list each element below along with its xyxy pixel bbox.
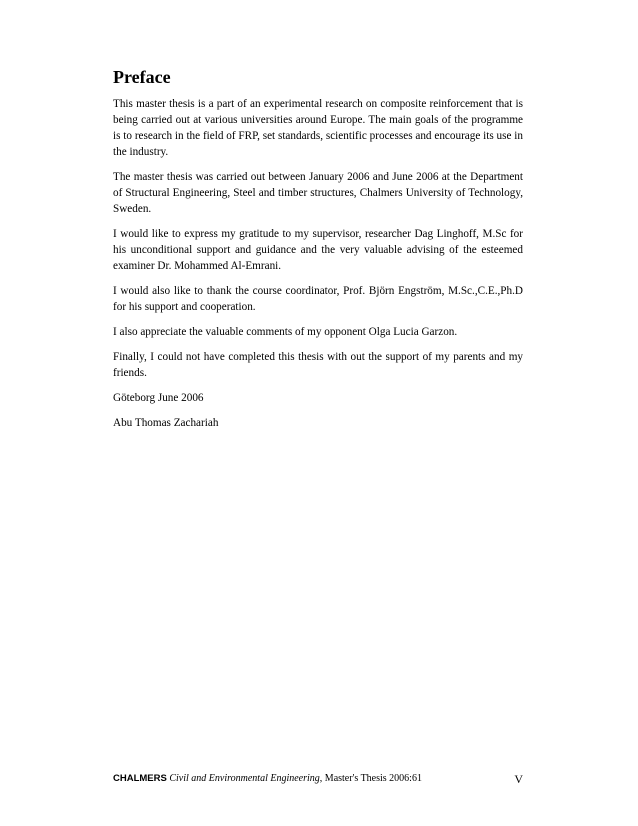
page-footer	[113, 771, 525, 787]
author-signature: Abu Thomas Zachariah	[113, 417, 219, 429]
paragraph-timeline: The master thesis was carried out between January 2006 and June 2006 at the Department of Structural Engineering, Steel and timber structures, Chalmers University of Technology, Sweden.	[113, 171, 523, 215]
footer-brand: CHALMERS	[113, 773, 167, 784]
paragraph-supervisor-thanks: I would like to express my gratitude to my supervisor, researcher Dag Linghoff, M.Sc for his unconditional support and guidance and the very valuable advising of the esteemed examiner Dr. Mohammed Al-Emrani.	[113, 228, 523, 272]
footer-department: Civil and Environmental Engineering	[169, 773, 320, 784]
paragraph-opponent-thanks: I also appreciate the valuable comments of my opponent Olga Lucia Garzon.	[113, 326, 458, 338]
page-content	[113, 66, 523, 440]
section-heading: Preface	[113, 67, 171, 87]
footer-thesis-ref: , Master's Thesis 2006:61	[319, 773, 422, 784]
page-number: V	[514, 772, 523, 786]
footer-rule	[113, 768, 525, 769]
place-date: Göteborg June 2006	[113, 392, 204, 404]
paragraph-intro: This master thesis is a part of an experimental research on composite reinforcement that is being carried out at various universities around Europe. The main goals of the programme is to research in the field of FRP, set standards, scientific processes and encourage its use in the industry.	[113, 98, 523, 158]
paragraph-coordinator-thanks: I would also like to thank the course coordinator, Prof. Björn Engström, M.Sc.,C.E.,Ph.D for his support and cooperation.	[113, 285, 523, 313]
paragraph-family-thanks: Finally, I could not have completed this thesis with out the support of my parents and my friends.	[113, 351, 523, 379]
